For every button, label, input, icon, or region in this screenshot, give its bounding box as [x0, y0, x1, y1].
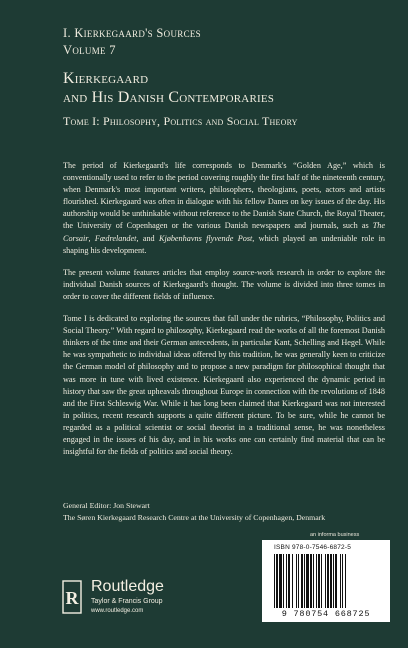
barcode-bar	[279, 554, 282, 608]
barcode-bar	[325, 554, 326, 608]
barcode-bar	[342, 554, 343, 608]
blurb-paragraph-3: Tome I is dedicated to exploring the sources that fall under the rubrics, “Philosophy, Politics and Social Theory.” With regard to philosophy, Kierkegaard read the works of all the foremost Danish thinkers of the time and their German antecedents, in particular Kant, Schelling and Hegel. While he was sympathetic to individual ideas offered by this tradition, he was generally keen to criticize the German model of philosophy and to propose a new paradigm for philosophical thought that was more in tune with lived existence. Kierkegaard also experienced the dynamic period in history that saw the great upheavals throughout Europe in connection with the revolutions of 1848 and the First Schleswig War. While it has long been claimed that Kierkegaard was not interested in politics, recent research supports a quite different picture. To be sure, while he cannot be regarded as a political scientist or social theorist in a traditional sense, he was nonetheless engaged in the issues of his day, and in his works one can certainly find material that can be insightful for the fields of politics and social theory.	[63, 314, 385, 457]
barcode-bar	[335, 554, 337, 608]
barcode-bar	[316, 554, 317, 608]
barcode-bar	[327, 554, 329, 608]
publisher-name: Routledge	[91, 578, 164, 595]
blurb-p1-end: , which played an undeniable role in shaping his development.	[63, 233, 385, 255]
barcode-bar	[321, 554, 322, 608]
series-title: I. Kierkegaard's Sources	[63, 26, 201, 40]
barcode-bar	[288, 554, 290, 608]
barcode-bar	[301, 554, 303, 608]
publisher-url: www.routledge.com	[91, 608, 144, 614]
book-title-line2: and His Danish Contemporaries	[63, 89, 275, 106]
blurb-p1-text: The period of Kierkegaard's life corresponds to Denmark's “Golden Age,” which is conventionally used to refer to the period covering roughly the first half of the nineteenth century, when Denmark's most important writers, philosophers, theologians, poets, actors and artists flourished. Kierkegaard was often in dialogue with his fellow Danes on key issues of the day. His authorship would be unthinkable without reference to the Danish State Church, the Royal Theater, the University of Copenhagen or the various Danish newspapers and journals, such as	[63, 161, 385, 231]
barcode-bar	[318, 554, 320, 608]
research-centre: The Søren Kierkegaard Research Centre at the University of Copenhagen, Denmark	[63, 512, 326, 522]
blurb-p1-and: , and	[136, 233, 159, 243]
barcode-bar	[330, 554, 332, 608]
publisher-group: Taylor & Francis Group	[91, 598, 163, 605]
barcode-digits: 9 780754 668725	[281, 609, 371, 619]
barcode-bar	[310, 554, 312, 608]
cover-header	[63, 26, 393, 129]
barcode-bar	[283, 554, 284, 608]
book-title	[63, 69, 393, 107]
barcode-bar	[313, 554, 314, 608]
blurb	[63, 160, 385, 468]
book-title-line1: Kierkegaard	[63, 70, 149, 87]
barcode-bar	[292, 554, 293, 608]
routledge-logo-icon	[62, 580, 82, 614]
journal-faedrelandet: Fædrelandet	[94, 233, 137, 243]
blurb-p1-sep: ,	[88, 233, 95, 243]
barcode-bar	[333, 554, 334, 608]
barcode-bar	[304, 554, 305, 608]
blurb-paragraph-1	[63, 160, 385, 257]
barcode-panel	[262, 540, 390, 622]
barcode-bar	[306, 554, 309, 608]
barcode-bar	[286, 554, 287, 608]
journal-corsair: The Corsair	[63, 221, 385, 243]
informa-tagline: an informa business	[310, 532, 360, 538]
volume-label: Volume 7	[63, 43, 116, 57]
barcode-bar	[340, 554, 341, 608]
barcode-bar	[298, 554, 299, 608]
isbn-label: ISBN 978-0-7546-6872-5	[274, 544, 352, 551]
blurb-paragraph-2: The present volume features articles that employ source-work research in order to explore the individual Danish sources of Kierkegaard's thought. The volume is divided into three tomes in order to cover the different fields of influence.	[63, 267, 385, 301]
credits	[63, 500, 393, 523]
tome-subtitle: Tome I: Philosophy, Politics and Social Theory	[63, 114, 298, 128]
journal-kjobenhavns: Kjøbenhavns flyvende Post	[159, 233, 253, 243]
general-editor: General Editor: Jon Stewart	[63, 501, 150, 510]
barcode-bar	[296, 554, 297, 608]
barcode-bar	[276, 554, 278, 608]
barcode-icon	[274, 554, 378, 608]
barcode-bar	[274, 554, 275, 608]
barcode-bar	[345, 554, 346, 608]
logo-letter: R	[65, 588, 79, 608]
